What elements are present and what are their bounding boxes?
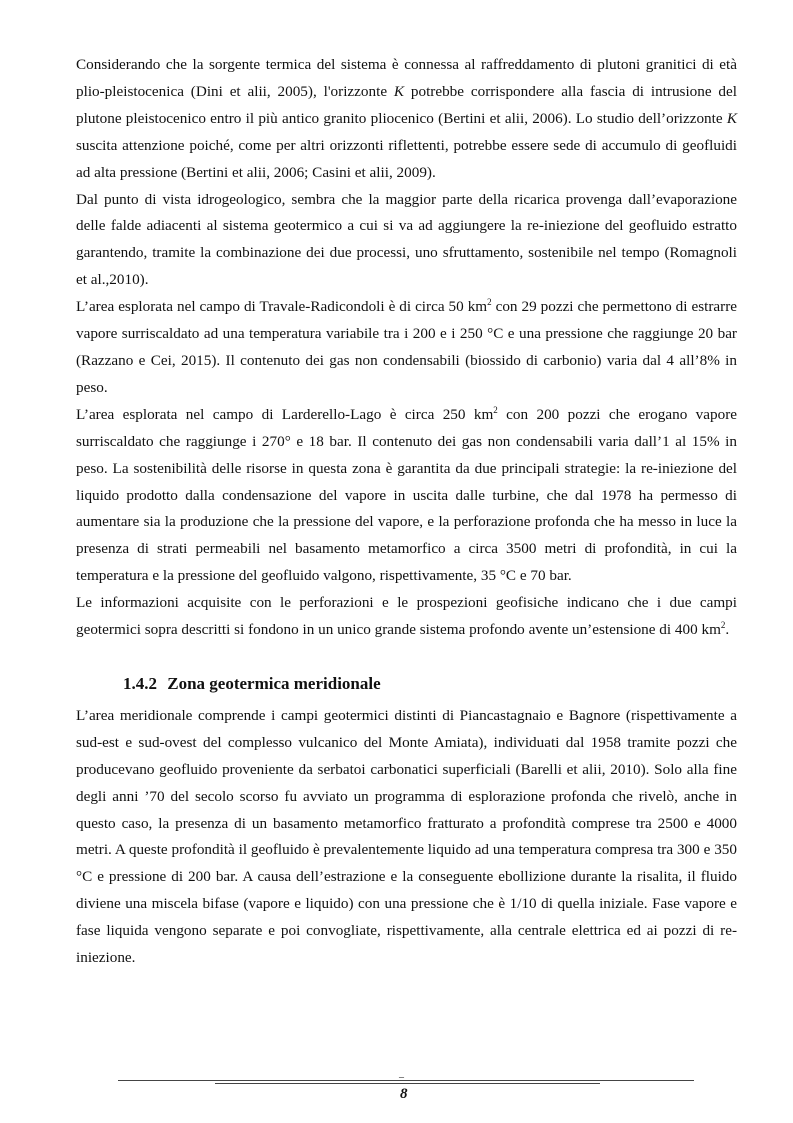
text-run: suscita attenzione poiché, come per altri orizzonti riflettenti, potrebbe essere sede di accumulo di geofluidi ad alta pressione (Bertini et alii, 2006; Casini et alii, 2009). bbox=[76, 136, 737, 181]
body-text-top bbox=[76, 52, 737, 644]
footer-rule-inner bbox=[215, 1083, 600, 1084]
paragraph bbox=[76, 703, 737, 972]
text-run: Considerando che la sorgente termica del sistema è connessa al raffreddamento di plutoni granitici di età plio-pleistocenica (Dini et alii, 2005), l'orizzonte bbox=[76, 56, 737, 100]
paragraph bbox=[76, 52, 737, 187]
page-number: 8 bbox=[400, 1086, 408, 1102]
superscript: 2 bbox=[487, 297, 492, 308]
text-run: con 200 pozzi che erogano vapore surriscaldato che raggiunge i 270° e 18 bar. Il contenuto dei gas non condensabili varia dall’1 al 15% in peso. La sostenibilità delle risorse in questa zona è garantita da due principali strategie: la re-iniezione del liquido prodotto dalla condensazione del vapore in uscita dalle turbine, che dal 1978 ha permesso di aumentare sia la produzione che la pressione del vapore, e la perforazione profonda che ha messo in luce la presenza di strati permeabili nel basamento metamorfico a circa 3500 metri di profondità, in cui la temperatura e la pressione del geofluido valgono, rispettivamente, 35 °C e 70 bar. bbox=[76, 405, 737, 585]
text-run: Le informazioni acquisite con le perforazioni e le prospezioni geofisiche indicano che i due campi geotermici sopra descritti si fondono in un unico grande sistema profondo avente un’estensione di 400 km bbox=[76, 594, 737, 639]
section-number: 1.4.2 bbox=[123, 673, 157, 693]
paragraph bbox=[76, 187, 737, 295]
text-run: L’area meridionale comprende i campi geotermici distinti di Piancastagnaio e Bagnore (rispettivamente a sud-est e sud-ovest del complesso vulcanico del Monte Amiata), individuati dal 1958 tramite pozzi che producevano geofluido proveniente da serbatoi carbonatici superficiali (Barelli et alii, 2010). Solo alla fine degli anni ’70 del secolo scorso fu avviato un programma di esplorazione profonda che rivelò, anche in questo caso, la presenza di un basamento metamorfico fratturato a profondità comprese tra 2500 e 4000 metri. A queste profondità il geofluido è prevalentemente liquido ad una temperatura compresa tra 300 e 350 °C e pressione di 200 bar. A causa dell’estrazione e la conseguente ebollizione durante la risalita, il fluido diviene una miscela bifase (vapore e liquido) con una pressione che è 1/10 di quella iniziale. Fase vapore e fase liquida vengono separate e poi convogliate, rispettivamente, alla centrale elettrica ed ai pozzi di re-iniezione. bbox=[76, 706, 737, 967]
text-run: . bbox=[725, 621, 730, 639]
superscript: 2 bbox=[720, 620, 726, 631]
document-page bbox=[76, 52, 737, 972]
text-run: L’area esplorata nel campo di Travale-Radicondoli è di circa 50 km bbox=[76, 298, 488, 316]
text-run: potrebbe corrispondere alla fascia di intrusione del plutone pleistocenico entro il più antico granito pliocenico (Bertini et alii, 2006). Lo studio dell’orizzonte bbox=[76, 82, 737, 127]
text-run: Dal punto di vista idrogeologico, sembra che la maggior parte della ricarica provenga dall’evaporazione delle falde adiacenti al sistema geotermico a cui si va ad aggiungere la re-iniezione del geofluido estratto garantendo, tramite la combinazione dei due processi, uno sfruttamento, sostenibile nel tempo (Romagnoli et al.,2010). bbox=[76, 190, 737, 289]
text-run: L’area esplorata nel campo di Larderello-Lago è circa 250 km bbox=[76, 405, 494, 423]
text-run: con 29 pozzi che permettono di estrarre vapore surriscaldato ad una temperatura variabile tra i 200 e i 250 °C e una pressione che raggiunge 20 bar (Razzano e Cei, 2015). Il contenuto dei gas non condensabili (biossido di carbonio) varia dal 4 all’8% in peso. bbox=[76, 298, 737, 396]
superscript: 2 bbox=[493, 404, 498, 415]
footer-dash: _ bbox=[399, 1068, 404, 1079]
italic-term: K bbox=[393, 82, 405, 100]
paragraph bbox=[76, 590, 737, 644]
footer-rule bbox=[118, 1080, 694, 1081]
paragraph bbox=[76, 294, 737, 402]
section-heading bbox=[123, 671, 737, 703]
paragraph bbox=[76, 402, 737, 590]
body-text-bottom bbox=[76, 703, 737, 972]
italic-term: K bbox=[726, 109, 737, 127]
section-title: Zona geotermica meridionale bbox=[167, 673, 381, 693]
